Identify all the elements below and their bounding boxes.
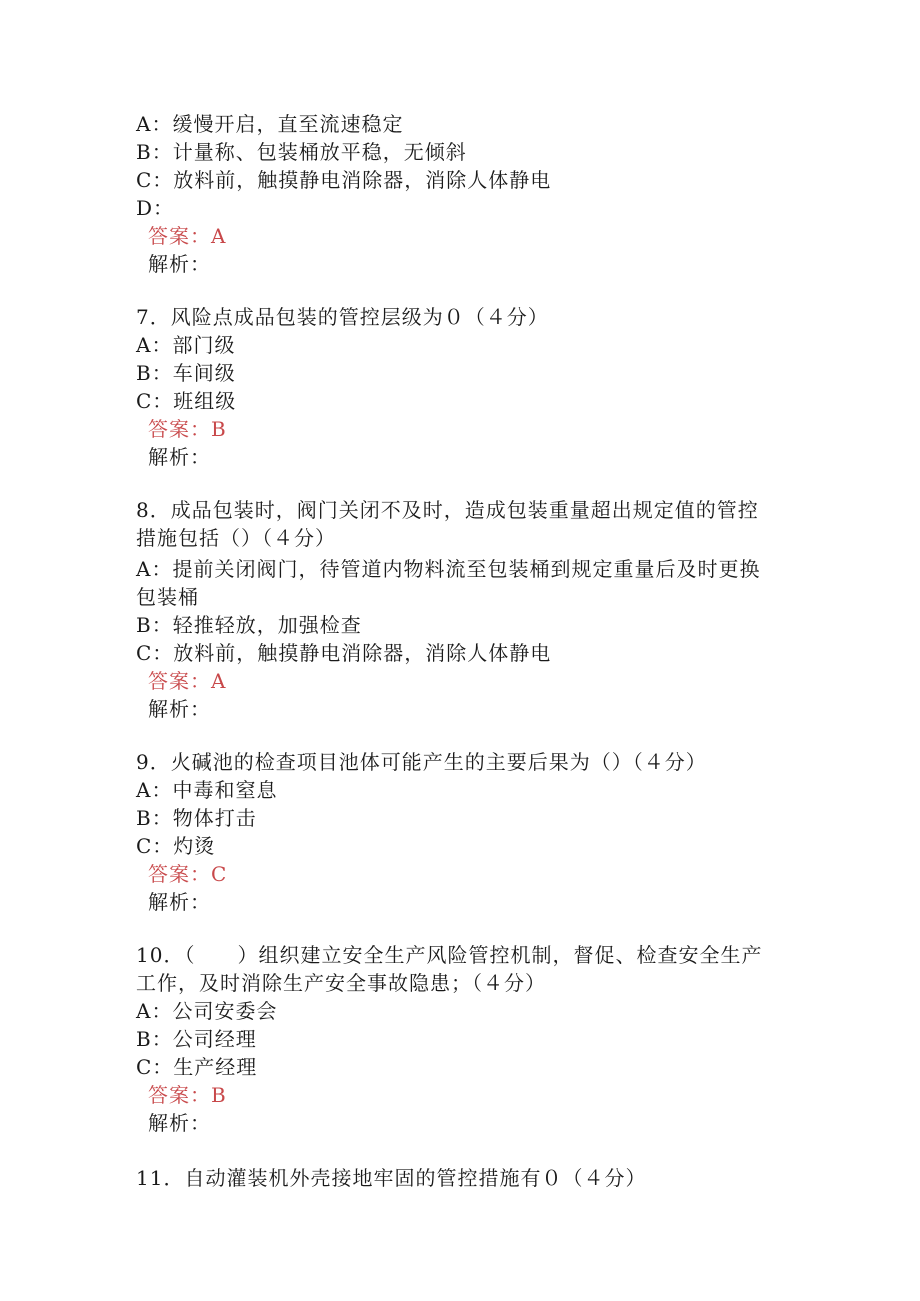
q6-option-c: C：放料前，触摸静电消除器，消除人体静电 <box>136 168 552 192</box>
q10-analysis: 解析： <box>148 1111 211 1135</box>
q8-question-line1: 8．成品包装时，阀门关闭不及时，造成包装重量超出规定值的管控 <box>136 498 759 522</box>
q8-option-a-line1: A：提前关闭阀门，待管道内物料流至包装桶到规定重量后及时更换 <box>136 557 761 581</box>
q8-option-c: C：放料前，触摸静电消除器，消除人体静电 <box>136 641 552 665</box>
q6-answer: 答案：A <box>148 224 227 248</box>
q6-analysis: 解析： <box>148 252 211 276</box>
q6-option-a: A：缓慢开启，直至流速稳定 <box>136 112 404 136</box>
q10-question-line2: 工作，及时消除生产安全事故隐患；（４分） <box>136 971 546 995</box>
q7-option-a: A：部门级 <box>136 333 236 357</box>
q9-analysis: 解析： <box>148 890 211 914</box>
q9-question: 9．火碱池的检查项目池体可能产生的主要后果为（）（４分） <box>136 750 707 774</box>
q10-option-a: A：公司安委会 <box>136 999 278 1023</box>
q8-answer: 答案：A <box>148 669 227 693</box>
q7-analysis: 解析： <box>148 445 211 469</box>
q9-option-c: C：灼烫 <box>136 834 216 858</box>
q10-option-b: B：公司经理 <box>136 1027 257 1051</box>
q7-question: 7．风险点成品包装的管控层级为０（４分） <box>136 305 549 329</box>
q8-question-line2: 措施包括（）（４分） <box>136 526 336 550</box>
q10-question-line1: 10．（ ）组织建立安全生产风险管控机制，督促、检查安全生产 <box>136 943 763 967</box>
q8-option-a-line2: 包装桶 <box>136 585 199 609</box>
q11-question: 11．自动灌装机外壳接地牢固的管控措施有０（４分） <box>136 1166 647 1190</box>
q10-option-c: C：生产经理 <box>136 1055 258 1079</box>
q8-option-b: B：轻推轻放，加强检查 <box>136 613 362 637</box>
q6-option-b: B：计量称、包装桶放平稳，无倾斜 <box>136 140 467 164</box>
q8-analysis: 解析： <box>148 697 211 721</box>
q10-answer: 答案：B <box>148 1083 227 1107</box>
q7-option-b: B：车间级 <box>136 361 236 385</box>
q9-answer: 答案：C <box>148 862 228 886</box>
q6-option-d: D： <box>136 196 175 220</box>
q7-option-c: C：班组级 <box>136 389 237 413</box>
q7-answer: 答案：B <box>148 417 227 441</box>
q9-option-b: B：物体打击 <box>136 806 257 830</box>
q9-option-a: A：中毒和窒息 <box>136 778 278 802</box>
